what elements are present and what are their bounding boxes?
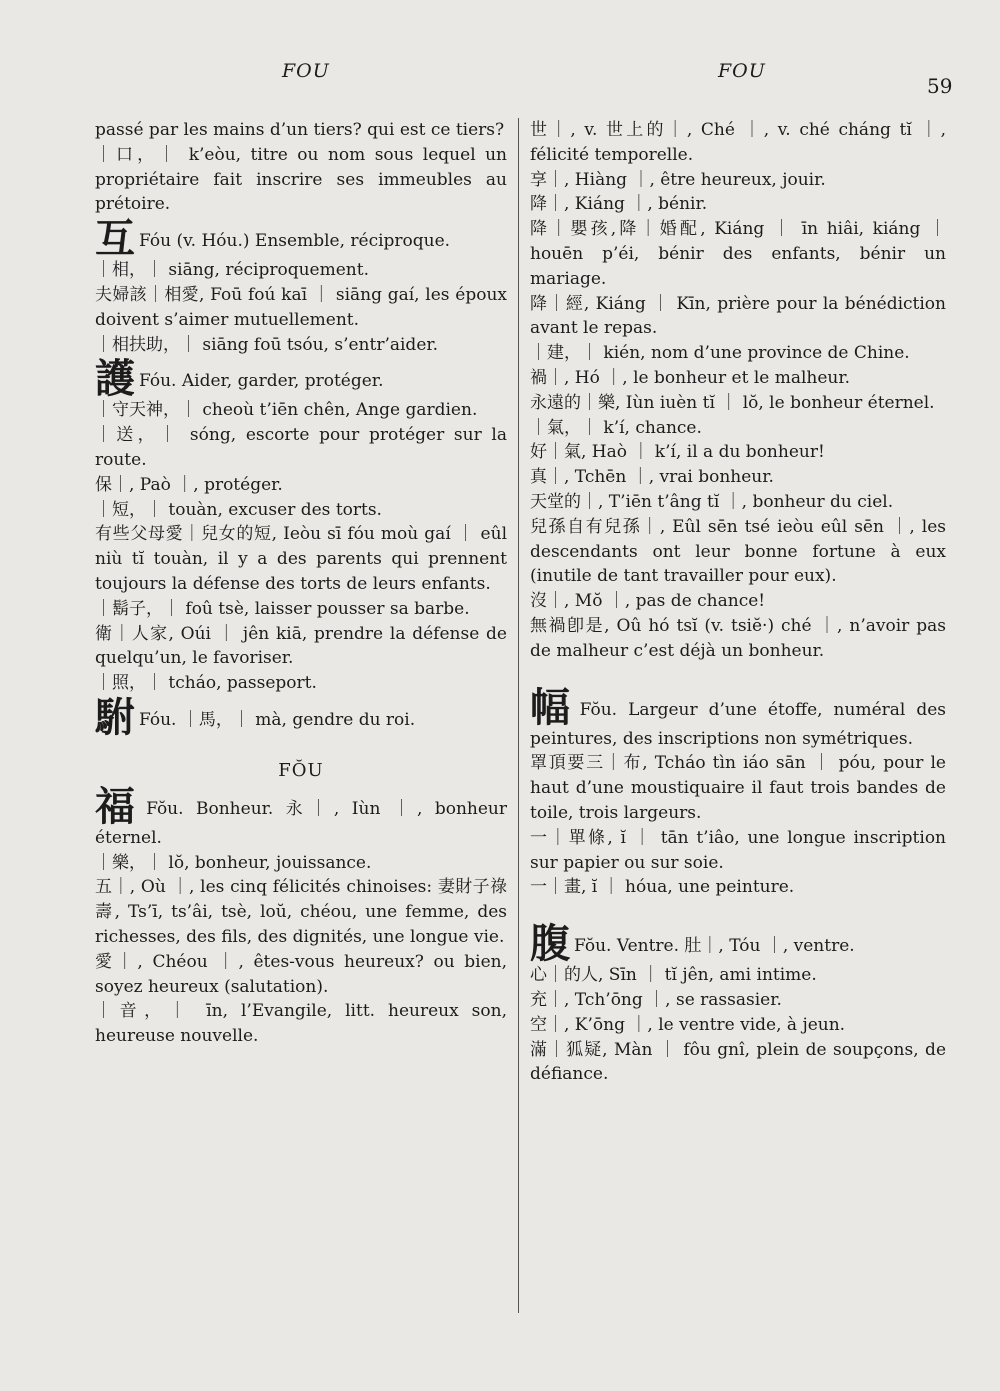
entry-spacer (530, 900, 946, 922)
dictionary-entry: ｜鬍子，｜ foû tsè, laisser pousser sa barbe. (95, 598, 470, 619)
dictionary-entry: 降｜, Kiáng ｜, bénir. (530, 194, 708, 215)
dictionary-entry: 夫婦該｜相愛, Foū foú kaī ｜ siāng gaí, les époux doivent s’aimer mutuellement. (95, 284, 507, 330)
dictionary-entry: 五｜, Où ｜, les cinq félicités chinoises: 妻財子祿壽, Ts’ī, ts’âi, tsè, loŭ, chéou, une femme, des richesses, des fils, des dignités, une longue vie. (95, 877, 507, 947)
headword-definition: Fŏu. Largeur d’une étoffe, numéral des peintures, des inscriptions non symétriques. (530, 699, 947, 749)
dictionary-entry: 享｜, Hiàng ｜, être heureux, jouir. (530, 169, 826, 190)
headword-entry (95, 215, 507, 263)
entry-spacer (530, 664, 946, 686)
dictionary-entry: 真｜, Tchēn ｜, vrai bonheur. (530, 467, 774, 488)
dictionary-entry: ｜音，｜ īn, l’Evangile, litt. heureux son, heureuse nouvelle. (95, 1001, 507, 1047)
dictionary-entry: ｜相，｜ siāng, réciproquement. (95, 260, 369, 281)
dictionary-entry: 永遠的｜樂, Iùn iuèn tĭ ｜ lŏ, le bonheur éternel. (530, 392, 935, 413)
headword-entry (95, 355, 507, 403)
dictionary-entry: ｜相扶助，｜ siāng foū tsóu, s’entr’aider. (95, 334, 439, 355)
headword-entry (95, 693, 507, 741)
right-column (530, 118, 946, 1087)
dictionary-entry: 降｜經, Kiáng ｜ Kīn, prière pour la bénédiction avant le repas. (530, 293, 946, 339)
headword-definition: Fóu (v. Hóu.) Ensemble, réciproque. (139, 231, 451, 252)
headword-character: 護 (95, 355, 135, 403)
dictionary-entry: ｜送，｜ sóng, escorte pour protéger sur la route. (95, 425, 507, 470)
headword-definition: Fŏu. Bonheur. 永｜, Iùn ｜, bonheur éternel. (95, 798, 508, 848)
dictionary-entry: 心｜的人, Sīn ｜ tĭ jên, ami intime. (530, 965, 817, 986)
headword-character: 互 (95, 215, 135, 263)
headword-character: 幅 (530, 683, 576, 731)
headword-character: 駙 (95, 693, 135, 741)
dictionary-entry: ｜建，｜ kién, nom d’une province de Chine. (530, 343, 910, 364)
dictionary-entry: 罩頂要三｜布, Tcháo tìn iáo sān ｜ póu, pour le haut d’une moustiquaire il faut trois bandes de toile, trois largeurs. (530, 753, 946, 823)
dictionary-entry: ｜照，｜ tcháo, passeport. (95, 673, 317, 694)
dictionary-entry: 保｜, Paò ｜, protéger. (95, 474, 283, 495)
dictionary-entry: 一｜畫, ĭ ｜ hóua, une peinture. (530, 877, 795, 898)
dictionary-entry: 兒孫自有兒孫｜, Eûl sēn tsé ieòu eûl sēn ｜, les descendants ont leur bonne fortune à eux (inutile de tant travailler pour eux). (530, 516, 946, 587)
dictionary-entry: ｜守天神，｜ cheoù t’iēn chên, Ange gardien. (95, 400, 478, 421)
dictionary-entry: 無禍卽是, Oû hó tsĭ (v. tsiĕ·) ché ｜, n’avoir pas de malheur c’est déjà un bonheur. (530, 615, 946, 661)
dictionary-entry: 禍｜, Hó ｜, le bonheur et le malheur. (530, 367, 851, 388)
headword-entry (95, 782, 508, 851)
headword-definition: Fóu. ｜馬，｜ mà, gendre du roi. (139, 709, 416, 730)
page-number: 59 (927, 74, 953, 98)
dictionary-entry: 愛｜, Chéou ｜, êtes-vous heureux? ou bien, soyez heureux (salutation). (95, 951, 507, 997)
headword-character: 福 (95, 782, 143, 830)
left-column (95, 118, 507, 1049)
headword-character: 腹 (530, 920, 570, 968)
dictionary-entry: 世｜, v. 世上的｜, Ché ｜, v. ché cháng tĭ ｜, félicité temporelle. (530, 120, 946, 165)
section-heading: FŎU (278, 759, 324, 781)
column-divider (518, 118, 519, 1313)
dictionary-entry: ｜口，｜ k’eòu, titre ou nom sous lequel un propriétaire fait inscrire ses immeubles au prétoire. (95, 144, 507, 215)
dictionary-entry: 衛｜人家, Oúi ｜ jên kiā, prendre la défense de quelqu’un, le favoriser. (95, 623, 507, 669)
dictionary-entry: ｜樂，｜ lŏ, bonheur, jouissance. (95, 852, 372, 873)
dictionary-entry: 滿｜狐疑, Màn ｜ fôu gnî, plein de soupçons, de défiance. (530, 1039, 946, 1085)
dictionary-entry: ｜氣，｜ k’í, chance. (530, 417, 702, 438)
dictionary-entry: ｜短，｜ touàn, excuser des torts. (95, 499, 382, 520)
dictionary-entry: 充｜, Tch’ōng ｜, se rassasier. (530, 989, 782, 1010)
headword-definition: Fóu. Aider, garder, protéger. (139, 371, 384, 392)
headword-definition: Fŏu. Ventre. 肚｜, Tóu ｜, ventre. (574, 936, 855, 957)
dictionary-entry: 有些父母愛｜兒女的短, Ieòu sī fóu moù gaí ｜ eûl niù tĭ touàn, il y a des parents qui prennent toujours la défense des torts de leurs enfants. (95, 524, 507, 594)
dictionary-entry: 沒｜, Mŏ ｜, pas de chance! (530, 591, 766, 612)
dictionary-entry: 好｜氣, Haò ｜ k’í, il a du bonheur! (530, 442, 825, 463)
dictionary-entry: 空｜, K’ōng ｜, le ventre vide, à jeun. (530, 1014, 846, 1035)
right-running-head: FOU (718, 60, 766, 82)
headword-entry (530, 683, 947, 752)
dictionary-entry: 一｜單條, ĭ ｜ tān t’iâo, une longue inscription sur papier ou sur soie. (530, 827, 946, 873)
headword-entry (530, 920, 946, 968)
left-running-head: FOU (282, 60, 330, 82)
dictionary-entry: 天堂的｜, T’iēn t’âng tĭ ｜, bonheur du ciel. (530, 491, 894, 512)
dictionary-entry: passé par les mains d’un tiers? qui est ce tiers? (95, 120, 505, 140)
dictionary-entry: 降｜嬰孩,降｜婚配, Kiáng ｜ īn hiâi, kiáng ｜ houēn p’éi, bénir des enfants, bénir un mariage. (530, 219, 946, 289)
